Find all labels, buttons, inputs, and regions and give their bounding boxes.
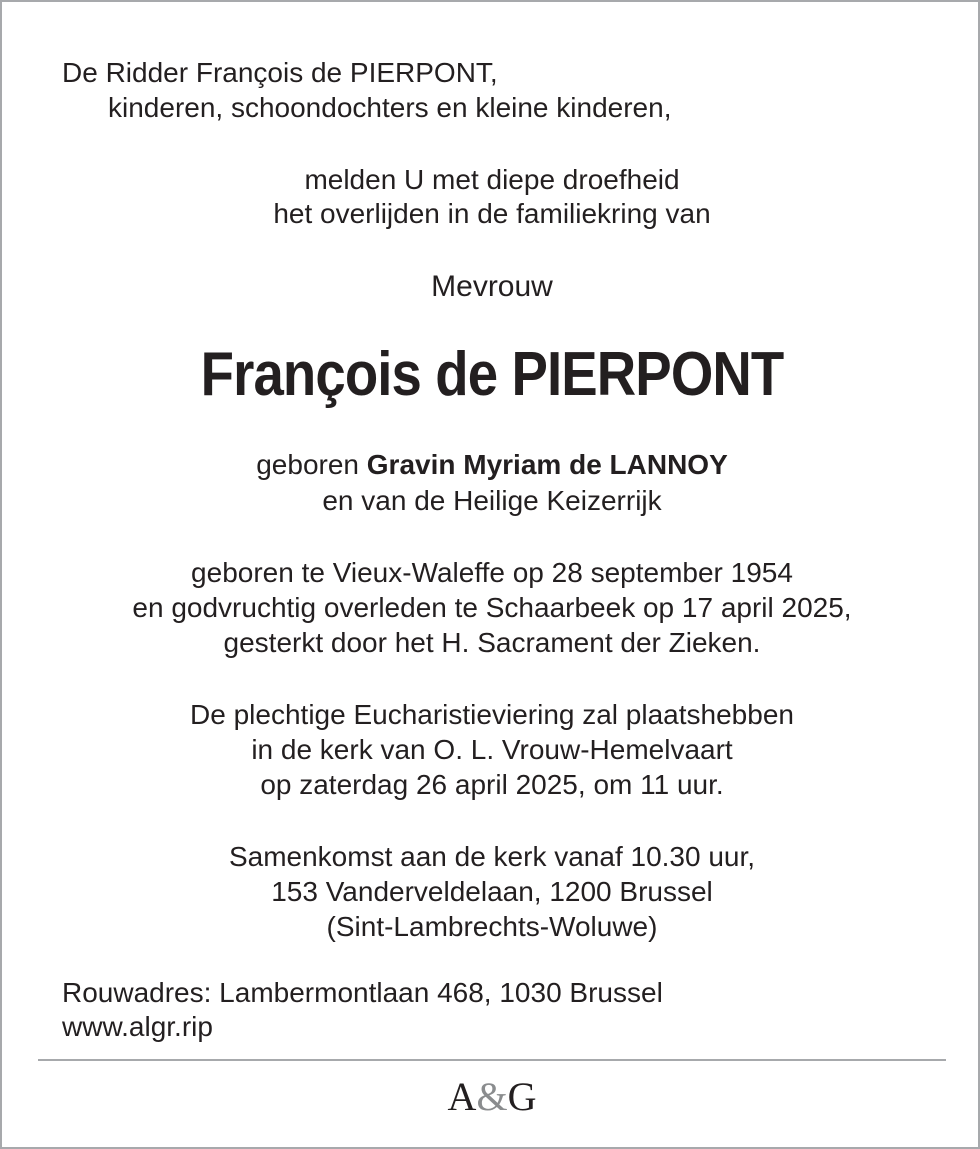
birth-name: Gravin Myriam de LANNOY bbox=[366, 449, 728, 480]
family-line-1: De Ridder François de PIERPONT, bbox=[62, 57, 498, 88]
website-link[interactable]: www.algr.rip bbox=[62, 1011, 213, 1042]
gathering-line-1: Samenkomst aan de kerk vanaf 10.30 uur, bbox=[228, 841, 756, 872]
footer-divider bbox=[38, 1059, 946, 1061]
announcement-line-1: melden U met diepe droefheid bbox=[304, 164, 680, 195]
gathering-line-3: (Sint-Lambrechts-Woluwe) bbox=[326, 911, 658, 942]
deceased-name: François de PIERPONT bbox=[200, 340, 784, 409]
ceremony-line-3: op zaterdag 26 april 2025, om 11 uur. bbox=[260, 769, 724, 800]
dates-line-1: geboren te Vieux-Waleffe op 28 september 1954 bbox=[191, 557, 793, 588]
dates-line-2: en godvruchtig overleden te Schaarbeek op 17 april 2025, bbox=[132, 592, 852, 623]
ceremony-line-2: in de kerk van O. L. Vrouw-Hemelvaart bbox=[251, 734, 733, 765]
mourning-address: Rouwadres: Lambermontlaan 468, 1030 Brussel bbox=[62, 977, 663, 1008]
ag-logo bbox=[2, 1074, 980, 1120]
dates-line-3: gesterkt door het H. Sacrament der Zieken. bbox=[223, 627, 761, 658]
birth-name-line bbox=[2, 448, 980, 482]
birth-name-line-2: en van de Heilige Keizerrijk bbox=[322, 485, 662, 516]
salutation: Mevrouw bbox=[431, 270, 553, 303]
announcement-line-2: het overlijden in de familiekring van bbox=[273, 198, 711, 229]
family-line-2: kinderen, schoondochters en kleine kinderen, bbox=[108, 92, 672, 123]
logo-ampersand: & bbox=[476, 1074, 508, 1119]
logo-letter-g: G bbox=[507, 1074, 537, 1119]
birth-name-prefix: geboren bbox=[256, 449, 359, 480]
gathering-line-2: 153 Vanderveldelaan, 1200 Brussel bbox=[271, 876, 713, 907]
logo-letter-a: A bbox=[447, 1074, 477, 1119]
ceremony-line-1: De plechtige Eucharistieviering zal plaatshebben bbox=[190, 699, 794, 730]
